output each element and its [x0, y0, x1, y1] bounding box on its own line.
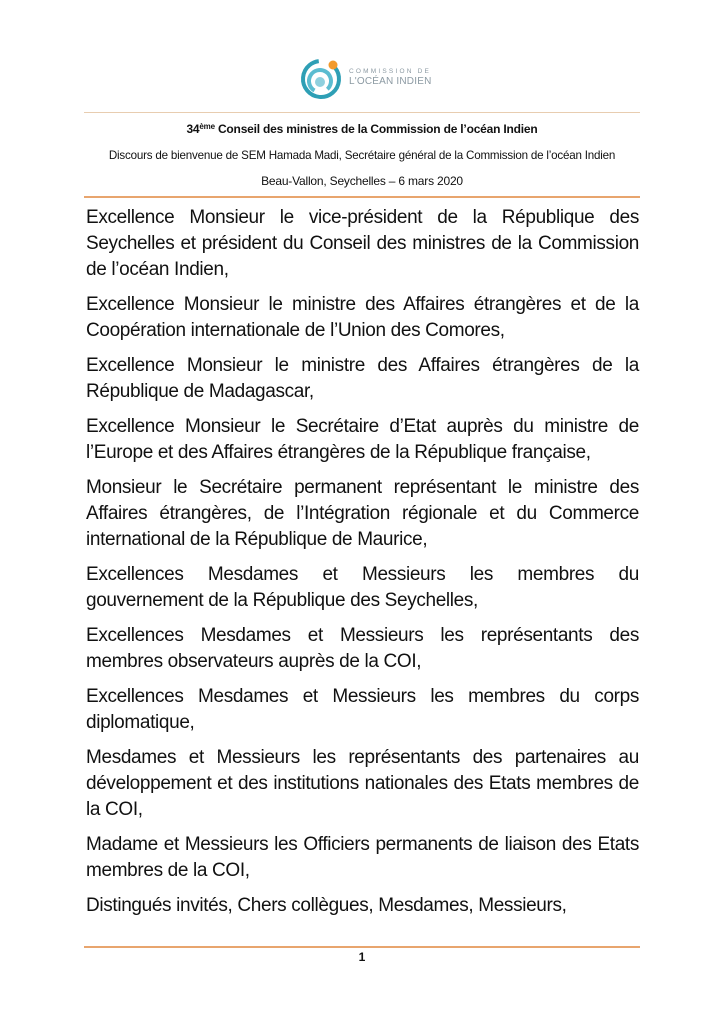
- header-top-rule: [84, 112, 640, 113]
- salutation-paragraph: Excellences Mesdames et Messieurs les membres du corps diplomatique,: [86, 686, 639, 733]
- footer-rule: [84, 946, 640, 948]
- salutation-paragraph: Excellence Monsieur le vice-président de la République des Seychelles et président du Conseil des ministres de la Commission de l’océan Indien,: [86, 207, 639, 280]
- page-number: 1: [358, 950, 366, 964]
- logo-line2: L'OCÉAN INDIEN: [349, 76, 432, 88]
- salutation-paragraph: Excellences Mesdames et Messieurs les représentants des membres observateurs auprès de la COI,: [86, 625, 639, 672]
- logo-wordmark: [349, 69, 432, 88]
- salutation-paragraph: Excellence Monsieur le ministre des Affaires étrangères de la République de Madagascar,: [86, 355, 639, 402]
- logo-line1: COMMISSION DE: [349, 67, 432, 75]
- title-text: Conseil des ministres de la Commission de l’océan Indien: [214, 122, 538, 136]
- title-ordinal-suffix: ème: [199, 122, 215, 131]
- salutation-paragraph: Excellence Monsieur le ministre des Affaires étrangères et de la Coopération internationale de l’Union des Comores,: [86, 294, 639, 341]
- salutation-paragraph: Madame et Messieurs les Officiers permanents de liaison des Etats membres de la COI,: [86, 834, 639, 881]
- document-subtitle: Discours de bienvenue de SEM Hamada Madi, Secrétaire général de la Commission de l’océan Indien: [108, 149, 616, 162]
- salutation-paragraph: Monsieur le Secrétaire permanent représentant le ministre des Affaires étrangères, de l’Intégration régionale et du Commerce international de la République de Maurice,: [86, 477, 639, 550]
- speech-body: [86, 205, 639, 928]
- salutation-paragraph: Excellence Monsieur le Secrétaire d’Etat auprès du ministre de l’Europe et des Affaires étrangères de la République française,: [86, 416, 639, 463]
- coi-logo: [299, 56, 432, 100]
- header-bottom-rule: [84, 196, 640, 198]
- salutation-paragraph: Mesdames et Messieurs les représentants des partenaires au développement et des institutions nationales des Etats membres de la COI,: [86, 747, 639, 820]
- title-ordinal: 34: [186, 122, 200, 136]
- coi-spiral-logo-icon: [299, 56, 343, 100]
- document-title: [84, 122, 640, 136]
- salutation-paragraph: Distingués invités, Chers collègues, Mesdames, Messieurs,: [86, 895, 567, 916]
- salutation-paragraph: Excellences Mesdames et Messieurs les membres du gouvernement de la République des Seychelles,: [86, 564, 639, 611]
- place-date: Beau-Vallon, Seychelles – 6 mars 2020: [261, 174, 463, 188]
